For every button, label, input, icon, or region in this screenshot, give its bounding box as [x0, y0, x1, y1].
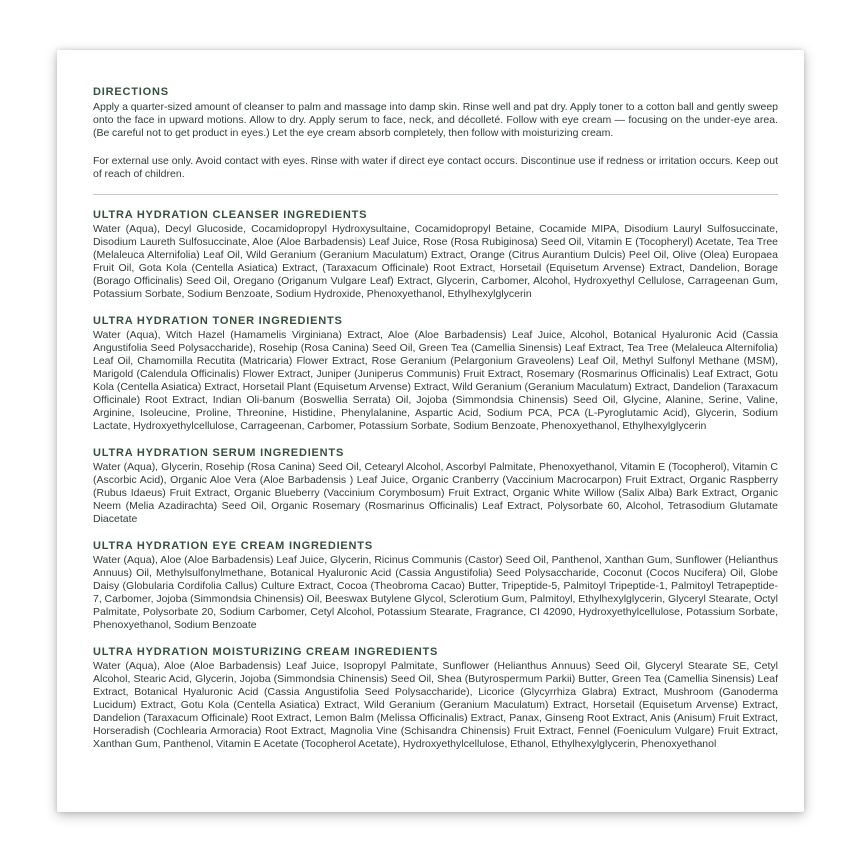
eye-cream-ingredients-text: Water (Aqua), Aloe (Aloe Barbadensis) Leaf Juice, Glycerin, Ricinus Communis (Castor) Seed Oil, Panthenol, Xanthan Gum, Sunflower (Helianthus Annuus) Oil, Methylsulfonylmethane, Botanical Hyaluronic Acid (Cassia Angustifolia) Seed Polysaccharide, Coconut (Cocos Nucifera) Oil, Globe Daisy (Globularia Cordifolia Callus) Culture Extract, Cocoa (Theobroma Cacao) Butter, Tripeptide-5, Palmitoyl Tripeptide-1, Palmitoyl Tetrapeptide-7, Carbomer, Jojoba (Simmondsia Chinensis) Oil, Beeswax Butylene Glycol, Sclerotium Gum, Palmitoyl, Ethylhexylglycerin, Glyceryl Stearate, Octyl Palmitate, Polysorbate 20, Sodium Carbomer, Cetyl Alcohol, Potassium Stearate, Fragrance, CI 42090, Hydroxyethylcellulose, Potassium Sorbate, Phenoxyethanol, Sodium Benzoate [93, 554, 778, 631]
moisturizing-cream-ingredients-heading: ULTRA HYDRATION MOISTURIZING CREAM INGREDIENTS [93, 646, 439, 658]
product-info-card [57, 50, 804, 812]
toner-ingredients-text: Water (Aqua), Witch Hazel (Hamamelis Virginiana) Extract, Aloe (Aloe Barbadensis) Leaf Juice, Alcohol, Botanical Hyaluronic Acid (Cassia Angustifolia Seed Polysaccharide), Rosehip (Rosa Canina) Seed Oil, Green Tea (Camellia Sinensis) Leaf Extract, Tea Tree (Melaleuca Alternifolia) Leaf Oil, Chamomilla Recutita (Matricaria) Flower Extract, Rose Geranium (Pelargonium Graveolens) Leaf Oil, Methyl Sulfonyl Methane (MSM), Marigold (Calendula Officinalis) Flower Extract, Juniper (Juniperus Communis) Fruit Extract, Rosemary (Rosmarinus Officinalis) Leaf Extract, Gotu Kola (Centella Asiatica) Extract, Horsetail Plant (Equisetum Arvense) Extract, Wild Geranium (Geranium Maculatum) Extract, Dandelion (Taraxacum Officinale) Root Extract, Indian Oli-banum (Boswellia Serrata) Oil, Jojoba (Simmondsia Chinensis) Seed Oil, Glycine, Alanine, Serine, Valine, Arginine, Isoleucine, Proline, Threonine, Histidine, Phenylalanine, Aspartic Acid, Sodium PCA, PCA (L-Pyroglutamic Acid), Glycerin, Sodium Lactate, Hydroxyethylcellulose, Carrageenan, Carbomer, Potassium Sorbate, Sodium Benzoate, Phenoxyethanol, Ethylhexylglycerin [93, 329, 778, 432]
serum-ingredients-section [93, 447, 778, 526]
section-divider [93, 194, 778, 195]
cleanser-ingredients-section [93, 209, 778, 301]
directions-text: Apply a quarter-sized amount of cleanser to palm and massage into damp skin. Rinse well and pat dry. Apply toner to a cotton ball and gently sweep onto the face in upward motions. Allow to dry. Apply serum to face, neck, and décolleté. Follow with eye cream — focusing on the under-eye area. (Be careful not to get product in eyes.) Let the eye cream absorb completely, then follow with moisturizing cream. [93, 101, 778, 139]
moisturizing-cream-ingredients-text: Water (Aqua), Aloe (Aloe Barbadensis) Leaf Juice, Isopropyl Palmitate, Sunflower (Helianthus Annuus) Seed Oil, Glyceryl Stearate SE, Cetyl Alcohol, Stearic Acid, Glycerin, Jojoba (Simmondsia Chinensis) Seed Oil, Shea (Butyrospermum Parkii) Butter, Green Tea (Camellia Sinensis) Leaf Extract, Botanical Hyaluronic Acid (Cassia Angustifolia Seed Polysaccharide), Licorice (Glycyrrhiza Glabra) Extract, Mushroom (Ganoderma Lucidum) Extract, Gotu Kola (Centella Asiatica) Extract, Wild Geranium (Geranium Maculatum) Extract, Horsetail (Equisetum Arvense) Extract, Dandelion (Taraxacum Officinale) Root Extract, Lemon Balm (Melissa Officinalis) Extract, Panax, Ginseng Root Extract, Anis (Anisum) Fruit Extract, Horseradish (Cochlearia Armoracia) Root Extract, Magnolia Vine (Schisandra Chinensis) Fruit Extract, Fennel (Foeniculum Vulgare) Fruit Extract, Xanthan Gum, Panthenol, Vitamin E Acetate (Tocopherol Acetate), Hydroxyethylcellulose, Ethanol, Ethylhexylglycerin, Phenoxyethanol [93, 660, 778, 750]
cleanser-ingredients-heading: ULTRA HYDRATION CLEANSER INGREDIENTS [93, 209, 368, 221]
toner-ingredients-heading: ULTRA HYDRATION TONER INGREDIENTS [93, 315, 343, 327]
serum-ingredients-heading: ULTRA HYDRATION SERUM INGREDIENTS [93, 447, 345, 459]
cleanser-ingredients-text: Water (Aqua), Decyl Glucoside, Cocamidopropyl Hydroxysultaine, Cocamidopropyl Betaine, Cocamide MIPA, Disodium Lauryl Sulfosuccinate, Disodium Laureth Sulfosuccinate, Aloe (Aloe Barbadensis) Leaf Juice, Rose (Rosa Rubiginosa) Seed Oil, Vitamin E (Tocopheryl) Acetate, Tea Tree (Melaleuca Alternifolia) Leaf Oil, Wild Geranium (Geranium Maculatum) Extract, Orange (Citrus Aurantium Dulcis) Peel Oil, Olive (Olea) Europaea Fruit Oil, Gota Kola (Centella Asiatica) Extract, (Taraxacum Officinale) Root Extract, Horsetail (Equisetum Arvense) Extract, Dandelion, Borage (Borago Officinalis) Seed Oil, Oregano (Origanum Vulgare Leaf) Extract, Glycerin, Carbomer, Alcohol, Hydroxyethyl Cellulose, Carrageenan Gum, Potassium Sorbate, Sodium Benzoate, Sodium Hydroxide, Phenoxyethanol, Ethylhexylglycerin [93, 223, 778, 300]
moisturizing-cream-ingredients-section [93, 646, 778, 751]
directions-heading: DIRECTIONS [93, 86, 169, 98]
serum-ingredients-text: Water (Aqua), Glycerin, Rosehip (Rosa Canina) Seed Oil, Cetearyl Alcohol, Ascorbyl Palmitate, Phenoxyethanol, Vitamin E (Tocopherol), Vitamin C (Ascorbic Acid), Organic Aloe Vera (Aloe Barbadensis ) Leaf Juice, Organic Cranberry (Vaccinium Macrocarpon) Fruit Extract, Organic Raspberry (Rubus Idaeus) Fruit Extract, Organic Blueberry (Vaccinium Corymbosum) Fruit Extract, Organic White Willow (Salix Alba) Bark Extract, Organic Neem (Melia Azadirachta) Seed Oil, Organic Rosemary (Rosmarinus Officinalis) Leaf Extract, Polysorbate 60, Alcohol, Tetrasodium Glutamate Diacetate [93, 461, 778, 525]
external-use-warning-text: For external use only. Avoid contact with eyes. Rinse with water if direct eye contact occurs. Discontinue use if redness or irritation occurs. Keep out of reach of children. [93, 155, 778, 180]
toner-ingredients-section [93, 315, 778, 433]
eye-cream-ingredients-section [93, 540, 778, 632]
eye-cream-ingredients-heading: ULTRA HYDRATION EYE CREAM INGREDIENTS [93, 540, 373, 552]
